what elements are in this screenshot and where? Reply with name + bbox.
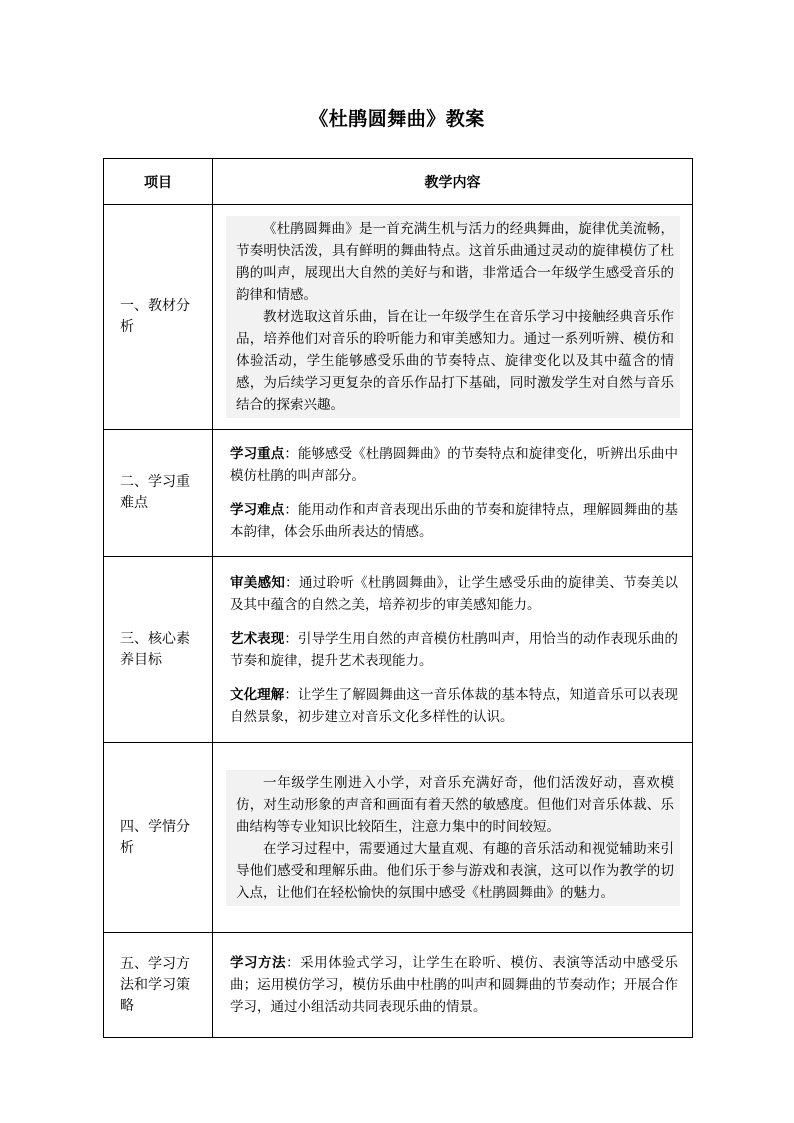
header-content: 教学内容 <box>213 159 693 205</box>
label-separator: ： <box>284 686 298 703</box>
row-item-label: 一、教材分析 <box>104 205 213 430</box>
label-separator: ： <box>284 630 298 647</box>
row-item-label: 三、核心素养目标 <box>104 557 213 743</box>
content-paragraph: 在学习过程中，需要通过大量直观、有趣的音乐活动和视觉辅助来引导他们感受和理解乐曲。他们乐于参与游戏和表演，这可以作为教学的切入点，让他们在轻松愉快的氛围中感受《杜鹃圆舞曲》的魅力。 <box>236 840 674 901</box>
lesson-plan-table <box>103 158 693 1038</box>
content-block <box>226 216 680 418</box>
label-separator: ： <box>284 446 298 462</box>
row-item-label: 五、学习方法和学习策略 <box>104 933 213 1038</box>
labeled-paragraph <box>230 628 678 672</box>
row-item-label: 四、学情分析 <box>104 743 213 933</box>
paragraph-label: 艺术表现 <box>230 630 285 647</box>
table-row <box>104 743 693 933</box>
paragraph-label: 文化理解 <box>230 686 285 703</box>
paragraph-label: 学习方法 <box>230 955 287 971</box>
paragraph-text: 引导学生用自然的声音模仿杜鹃叫声，用恰当的动作表现乐曲的节奏和旋律，提升艺术表现能力。 <box>230 630 678 669</box>
table-row <box>104 430 693 557</box>
row-content <box>213 743 693 933</box>
paragraph-text: 能用动作和声音表现出乐曲的节奏和旋律特点，理解圆舞曲的基本韵律，体会乐曲所表达的情感。 <box>230 502 678 540</box>
row-content <box>213 430 693 557</box>
labeled-paragraph <box>230 499 678 543</box>
document-title: 《杜鹃圆舞曲》教案 <box>309 108 485 130</box>
row-content <box>213 205 693 430</box>
content-paragraph: 一年级学生刚进入小学，对音乐充满好奇，他们活泼好动，喜欢模仿，对生动形象的声音和画面有着天然的敏感度。但他们对音乐体裁、乐曲结构等专业知识比较陌生，注意力集中的时间较短。 <box>236 774 674 835</box>
paragraph-label: 学习难点 <box>230 502 285 518</box>
row-content <box>213 933 693 1038</box>
labeled-paragraph <box>230 952 678 1018</box>
content-block <box>226 770 680 906</box>
header-item: 项目 <box>104 159 213 205</box>
labeled-paragraph <box>230 572 678 616</box>
label-separator: ： <box>284 502 298 518</box>
table-row <box>104 557 693 743</box>
row-content <box>213 557 693 743</box>
content-paragraph: 教材选取这首乐曲，旨在让一年级学生在音乐学习中接触经典音乐作品，培养他们对音乐的聆听能力和审美感知力。通过一系列听辨、模仿和体验活动，学生能够感受乐曲的节奏特点、旋律变化以及其中蕴含的情感，为后续学习更复杂的音乐作品打下基础，同时激发学生对自然与音乐结合的探索兴趣。 <box>236 309 674 413</box>
labeled-paragraph <box>230 684 678 728</box>
paragraph-label: 学习重点 <box>230 446 285 462</box>
paragraph-label: 审美感知 <box>230 574 286 591</box>
label-separator: ： <box>285 574 299 591</box>
table-row <box>104 205 693 430</box>
paragraph-text: 让学生了解圆舞曲这一音乐体裁的基本特点，知道音乐可以表现自然景象，初步建立对音乐文化多样性的认识。 <box>230 686 678 725</box>
paragraph-text: 采用体验式学习，让学生在聆听、模仿、表演等活动中感受乐曲；运用模仿学习，模仿乐曲中杜鹃的叫声和圆舞曲的节奏动作；开展合作学习，通过小组活动共同表现乐曲的情景。 <box>230 955 679 1015</box>
label-separator: ： <box>286 955 301 971</box>
paragraph-text: 通过聆听《杜鹃圆舞曲》，让学生感受乐曲的旋律美、节奏美以及其中蕴含的自然之美，培养初步的审美感知能力。 <box>230 574 679 613</box>
content-paragraph: 《杜鹃圆舞曲》是一首充满生机与活力的经典舞曲，旋律优美流畅，节奏明快活泼，具有鲜明的舞曲特点。这首乐曲通过灵动的旋律模仿了杜鹃的叫声，展现出大自然的美好与和谐，非常适合一年级学生感受音乐的韵律和情感。 <box>236 221 674 303</box>
paragraph-text: 能够感受《杜鹃圆舞曲》的节奏特点和旋律变化，听辨出乐曲中模仿杜鹃的叫声部分。 <box>230 446 678 484</box>
table-header-row <box>104 159 693 205</box>
table-row <box>104 933 693 1038</box>
labeled-paragraph <box>230 443 678 487</box>
row-item-label: 二、学习重难点 <box>104 430 213 557</box>
